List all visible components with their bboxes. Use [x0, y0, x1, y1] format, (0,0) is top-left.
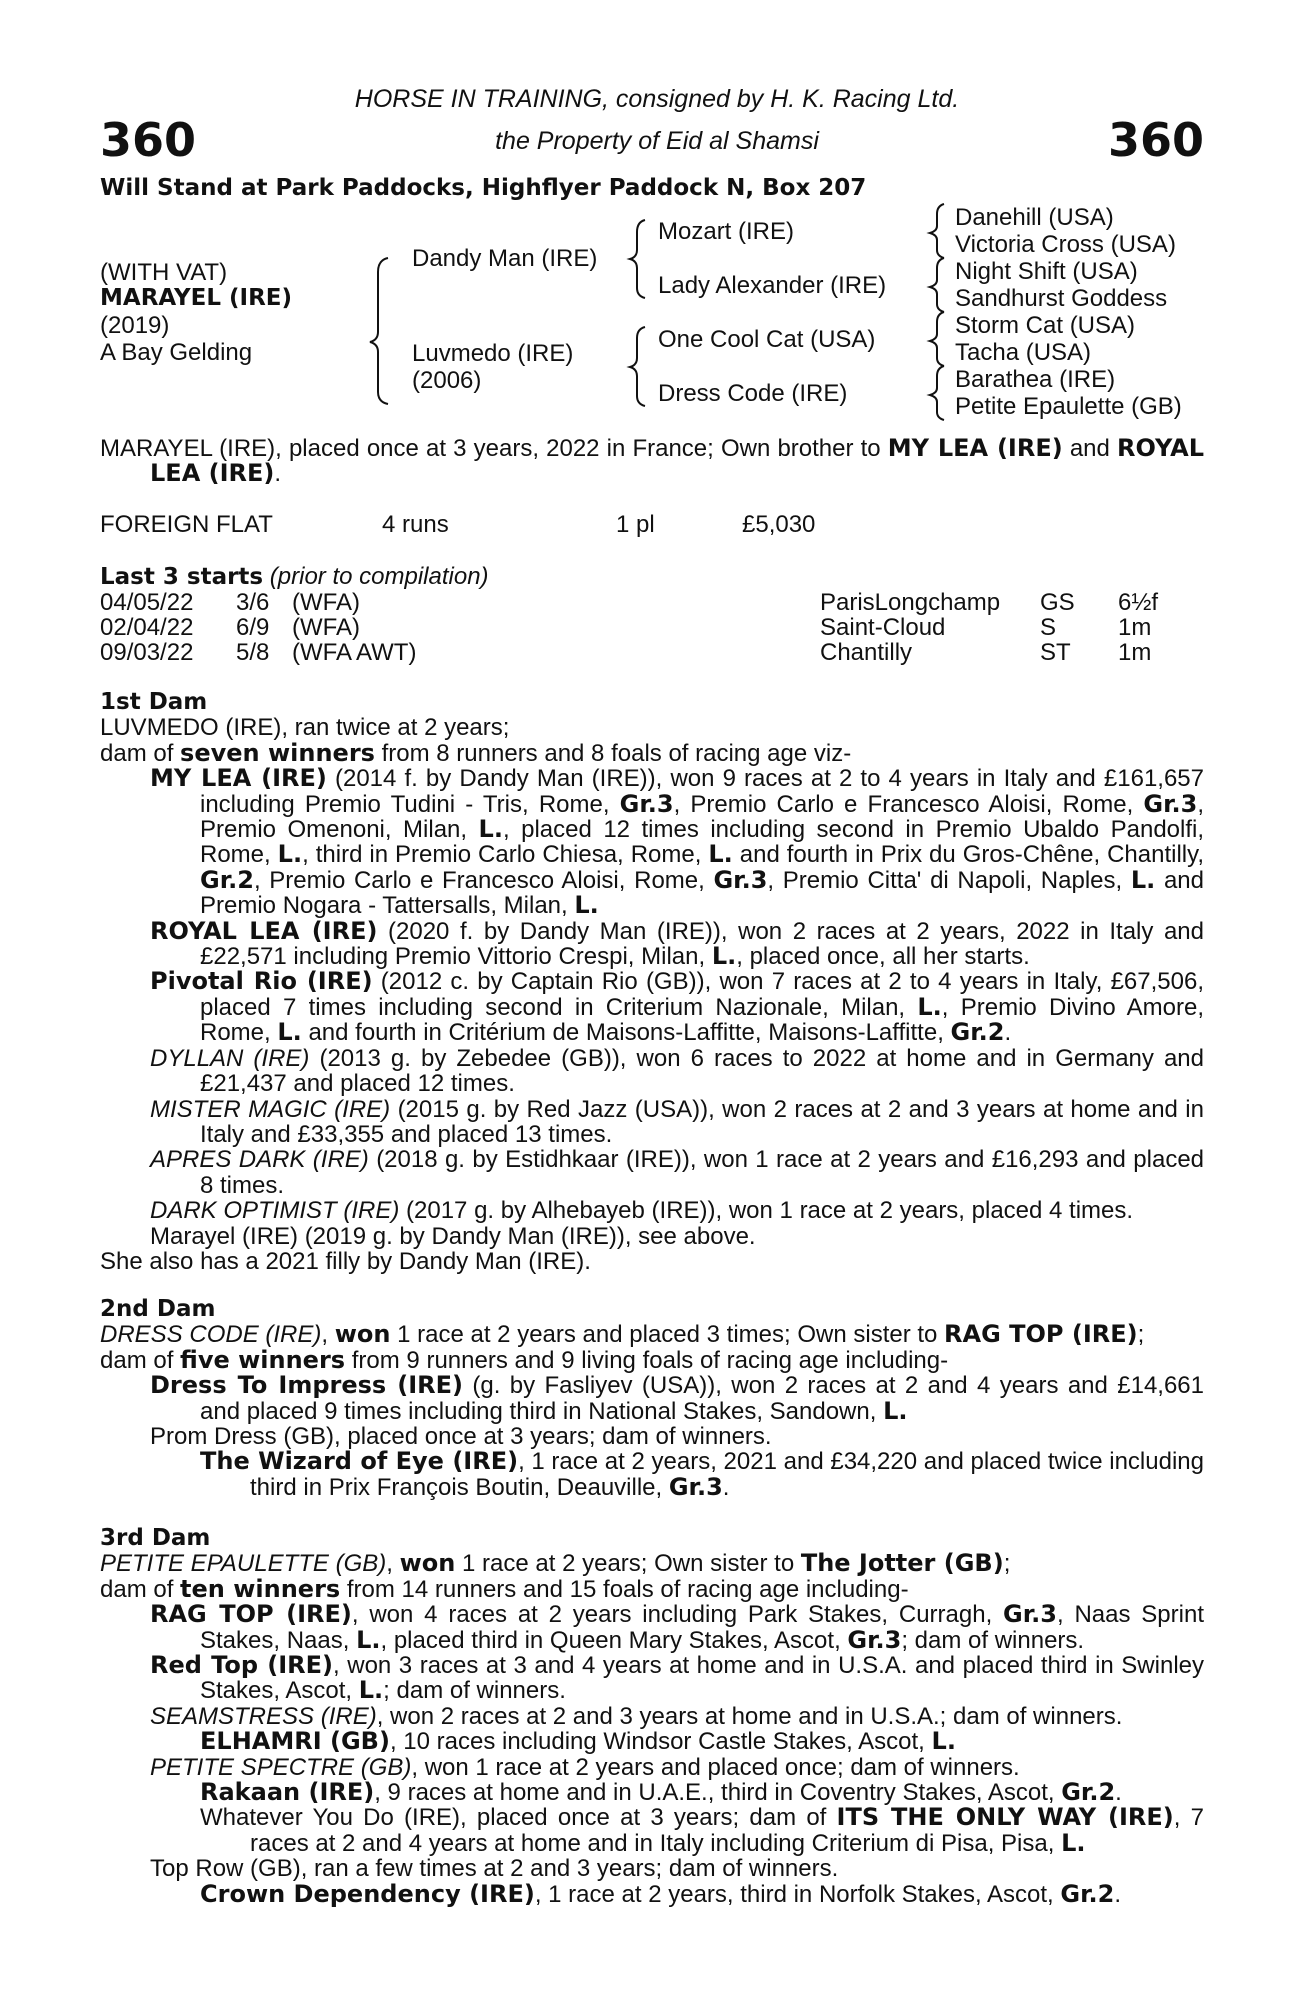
start-distance: 1m — [1118, 614, 1152, 641]
start-date: 02/04/22 — [100, 614, 194, 641]
sire-name: Dandy Man (IRE) — [412, 245, 598, 272]
lot-number-right: 360 — [1107, 113, 1204, 167]
ggp-1: Danehill (USA) — [955, 204, 1114, 231]
first-dam-summary: dam of seven winners from 8 runners and 8 foals of racing age viz- — [100, 738, 852, 767]
ggp-3: Night Shift (USA) — [955, 258, 1138, 285]
first-dam-section — [100, 690, 1204, 1274]
progeny-entry: MY LEA (IRE) (2014 f. by Dandy Man (IRE)), won 9 races at 2 to 4 years in Italy and £161,657 including Premio Tudini - Tris, Rome, Gr.3, Premio Carlo e Francesco Aloisi, Rome, Gr.3, Premio Omenoni, Milan, L., placed 12 times including second in Premio Ubaldo Pandolfi, Rome, L., third in Premio Carlo Chiesa, Rome, L. and fourth in Prix du Gros-Chêne, Chantilly, Gr.2, Premio Carlo e Francesco Aloisi, Rome, Gr.3, Premio Citta' di Napoli, Naples, L. and Premio Nogara - Tattersalls, Milan, L. — [150, 764, 1205, 920]
record-earnings: £5,030 — [742, 511, 816, 538]
progeny-entry: RAG TOP (IRE), won 4 races at 2 years including Park Stakes, Curragh, Gr.3, Naas Sprint Stakes, Naas, L., placed third in Queen Mary Stakes, Ascot, Gr.3; dam of winners. — [150, 1600, 1204, 1654]
progeny-entry: Marayel (IRE) (2019 g. by Dandy Man (IRE)), see above. — [150, 1222, 756, 1250]
progeny-entry: Red Top (IRE), won 3 races at 3 and 4 years at home and in U.S.A. and placed third in Swinley Stakes, Ascot, L.; dam of winners. — [150, 1651, 1205, 1705]
ggp-7: Barathea (IRE) — [955, 366, 1116, 393]
start-going: ST — [1040, 639, 1071, 666]
second-dam-summary: dam of five winners from 9 runners and 9 living foals of racing age including- — [100, 1345, 949, 1374]
start-course: Chantilly — [820, 639, 913, 666]
progeny-entry: SEAMSTRESS (IRE), won 2 races at 2 and 3 years at home and in U.S.A.; dam of winners. — [150, 1702, 1123, 1730]
third-dam-heading: 3rd Dam — [100, 1525, 211, 1551]
last-starts-heading — [100, 563, 489, 591]
summary — [100, 436, 1204, 487]
record-category: FOREIGN FLAT — [100, 511, 273, 538]
start-course: Saint-Cloud — [820, 614, 946, 641]
record-placings: 1 pl — [616, 511, 655, 538]
start-position: 6/9 — [236, 614, 270, 641]
record-runs: 4 runs — [382, 511, 449, 538]
first-dam-note: She also has a 2021 filly by Dandy Man (IRE). — [100, 1247, 591, 1275]
owner-line: the Property of Eid al Shamsi — [495, 127, 819, 155]
lot-number-left: 360 — [100, 113, 197, 167]
summary-text: and — [1062, 435, 1110, 462]
summary-sibling: ROYAL LEA (IRE) — [150, 434, 1205, 488]
second-dam-section — [100, 1297, 1204, 1500]
last-starts-note: (prior to compilation) — [269, 563, 489, 590]
stand-location: Will Stand at Park Paddocks, Highflyer Paddock N, Box 207 — [100, 175, 867, 201]
start-position: 5/8 — [236, 639, 270, 666]
start-going: GS — [1040, 589, 1075, 616]
horse-year: (2019) — [100, 312, 170, 339]
start-date: 04/05/22 — [100, 589, 194, 616]
summary-sibling: MY LEA (IRE) — [887, 434, 1063, 462]
progeny-entry: DYLLAN (IRE) (2013 g. by Zebedee (GB)), won 6 races to 2022 at home and in Germany and £21,437 and placed 12 times. — [150, 1044, 1204, 1098]
progeny-entry: Prom Dress (GB), placed once at 3 years; dam of winners. — [150, 1423, 772, 1451]
consignor-line: HORSE IN TRAINING, consigned by H. K. Racing Ltd. — [354, 85, 960, 113]
grand-progeny-entry: Crown Dependency (IRE), 1 race at 2 years, third in Norfolk Stakes, Ascot, Gr.2. — [200, 1879, 1121, 1908]
grand-progeny-entry: ELHAMRI (GB), 10 races including Windsor Castle Stakes, Ascot, L. — [200, 1727, 956, 1756]
start-type: (WFA) — [292, 614, 360, 641]
start-type: (WFA) — [292, 589, 360, 616]
vat-note: (WITH VAT) — [100, 259, 228, 286]
progeny-entry: Top Row (GB), ran a few times at 2 and 3 years; dam of winners. — [150, 1855, 839, 1883]
grand-progeny-entry: Rakaan (IRE), 9 races at home and in U.A.E., third in Coventry Stakes, Ascot, Gr.2. — [200, 1778, 1122, 1807]
grand-progeny-entry: Whatever You Do (IRE), placed once at 3 years; dam of ITS THE ONLY WAY (IRE), 7 races at 2 and 4 years at home and in Italy including Criterium di Pisa, Pisa, L. — [200, 1803, 1204, 1857]
second-dam-heading: 2nd Dam — [100, 1296, 216, 1322]
dam-year: (2006) — [412, 367, 482, 394]
progeny-entry: Dress To Impress (IRE) (g. by Fasliyev (USA)), won 2 races at 2 and 4 years and £14,661 and placed 9 times including third in National Stakes, Sandown, L. — [150, 1371, 1204, 1425]
progeny-entry: DARK OPTIMIST (IRE) (2017 g. by Alhebayeb (IRE)), won 1 race at 2 years, placed 4 times. — [150, 1197, 1134, 1225]
progeny-entry: MISTER MAGIC (IRE) (2015 g. by Red Jazz (USA)), won 2 races at 2 and 3 years at home and in Italy and £33,355 and placed 13 times. — [150, 1095, 1204, 1148]
ggp-8: Petite Epaulette (GB) — [955, 393, 1182, 420]
progeny-entry: PETITE SPECTRE (GB), won 1 race at 2 years and placed once; dam of winners. — [150, 1753, 1020, 1781]
ggp-6: Tacha (USA) — [955, 339, 1092, 366]
start-distance: 1m — [1118, 639, 1152, 666]
progeny-entry: ROYAL LEA (IRE) (2020 f. by Dandy Man (IRE)), won 2 races at 2 years, 2022 in Italy and £22,571 including Premio Vittorio Crespi, Milan, L., placed once, all her starts. — [150, 916, 1204, 971]
summary-text: . — [274, 460, 282, 488]
pedigree-braces — [0, 0, 1314, 430]
horse-description: A Bay Gelding — [100, 339, 253, 366]
third-dam-summary: dam of ten winners from 14 runners and 15 foals of racing age including- — [100, 1574, 909, 1603]
progeny-entry: Pivotal Rio (IRE) (2012 c. by Captain Rio (GB)), won 7 races at 2 to 4 years in Italy, £67,506, placed 7 times including second in Criterium Nazionale, Milan, L., Premio Divino Amore, Rome, L. and fourth in Critérium de Maisons-Laffitte, Maisons-Laffitte, Gr.2. — [150, 967, 1205, 1047]
start-going: S — [1040, 614, 1057, 641]
dam-name: Luvmedo (IRE) — [412, 340, 574, 367]
progeny-entry: APRES DARK (IRE) (2018 g. by Estidhkaar (IRE)), won 1 race at 2 years and £16,293 and placed 8 times. — [150, 1146, 1205, 1199]
horse-name: MARAYEL (IRE) — [100, 285, 293, 311]
third-dam-intro: PETITE EPAULETTE (GB), won 1 race at 2 years; Own sister to The Jotter (GB); — [100, 1549, 1011, 1578]
third-dam-section — [100, 1526, 1204, 1907]
last-starts-title: Last 3 starts — [100, 564, 264, 590]
start-position: 3/6 — [236, 589, 270, 616]
start-distance: 6½f — [1118, 589, 1159, 616]
second-dam-intro: DRESS CODE (IRE), won 1 race at 2 years and placed 3 times; Own sister to RAG TOP (IRE); — [100, 1320, 1145, 1349]
ggp-2: Victoria Cross (USA) — [955, 231, 1176, 258]
dam-dam: Dress Code (IRE) — [658, 380, 848, 407]
first-dam-heading: 1st Dam — [100, 689, 208, 715]
start-type: (WFA AWT) — [292, 639, 417, 666]
first-dam-intro: LUVMEDO (IRE), ran twice at 2 years; — [100, 714, 510, 742]
start-course: ParisLongchamp — [820, 589, 1001, 616]
sire-dam: Lady Alexander (IRE) — [658, 272, 887, 299]
start-date: 09/03/22 — [100, 639, 194, 666]
ggp-4: Sandhurst Goddess — [955, 285, 1168, 312]
sire-sire: Mozart (IRE) — [658, 218, 795, 245]
grand-progeny-entry: The Wizard of Eye (IRE), 1 race at 2 years, 2021 and £34,220 and placed twice including third in Prix François Boutin, Deauville, Gr.3. — [200, 1447, 1204, 1501]
ggp-5: Storm Cat (USA) — [955, 312, 1136, 339]
summary-text: MARAYEL (IRE), placed once at 3 years, 2022 in France; Own brother to — [100, 435, 888, 462]
dam-sire: One Cool Cat (USA) — [658, 326, 876, 353]
